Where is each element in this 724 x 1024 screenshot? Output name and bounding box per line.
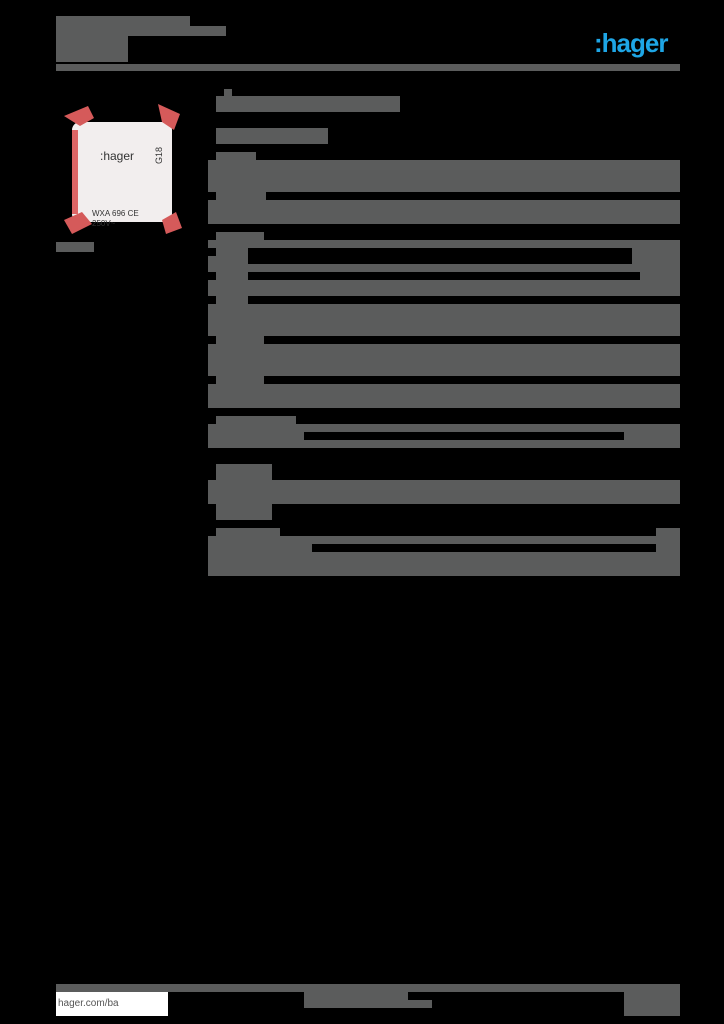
spec-row bbox=[208, 264, 680, 272]
spec-row bbox=[208, 344, 680, 376]
spec-row bbox=[208, 256, 248, 264]
footer-center-text-2 bbox=[392, 1000, 432, 1008]
header-rule bbox=[56, 64, 680, 71]
spec-row bbox=[208, 160, 680, 192]
spec-row bbox=[216, 376, 264, 384]
footer-page-number bbox=[624, 992, 680, 1016]
spec-row bbox=[216, 192, 266, 200]
footer-url[interactable]: hager.com/ba bbox=[56, 992, 168, 1016]
doc-title-line2 bbox=[56, 26, 226, 36]
spec-row bbox=[216, 336, 264, 344]
svg-text::hager: :hager bbox=[100, 149, 135, 163]
footer-rule bbox=[56, 984, 680, 992]
spec-row bbox=[208, 304, 680, 336]
svg-text:250V~: 250V~ bbox=[92, 219, 116, 228]
spec-row bbox=[208, 424, 680, 432]
spec-row bbox=[208, 552, 680, 576]
spec-row bbox=[640, 272, 680, 280]
spec-row bbox=[208, 240, 680, 248]
hager-logo: :hager bbox=[594, 28, 668, 58]
spec-row bbox=[208, 280, 680, 296]
section-subheading bbox=[216, 128, 328, 144]
svg-text:G18: G18 bbox=[154, 146, 164, 164]
section-heading bbox=[216, 96, 400, 112]
spec-row bbox=[208, 384, 680, 408]
product-photo bbox=[58, 100, 186, 240]
spec-row bbox=[208, 536, 680, 544]
svg-text:WXA 696 CE: WXA 696 CE bbox=[92, 209, 139, 218]
spec-row bbox=[208, 440, 680, 448]
spec-row bbox=[208, 480, 680, 504]
spec-row bbox=[208, 200, 680, 224]
image-caption bbox=[56, 242, 94, 252]
spec-row bbox=[632, 248, 680, 264]
doc-subtitle-2 bbox=[56, 36, 128, 62]
